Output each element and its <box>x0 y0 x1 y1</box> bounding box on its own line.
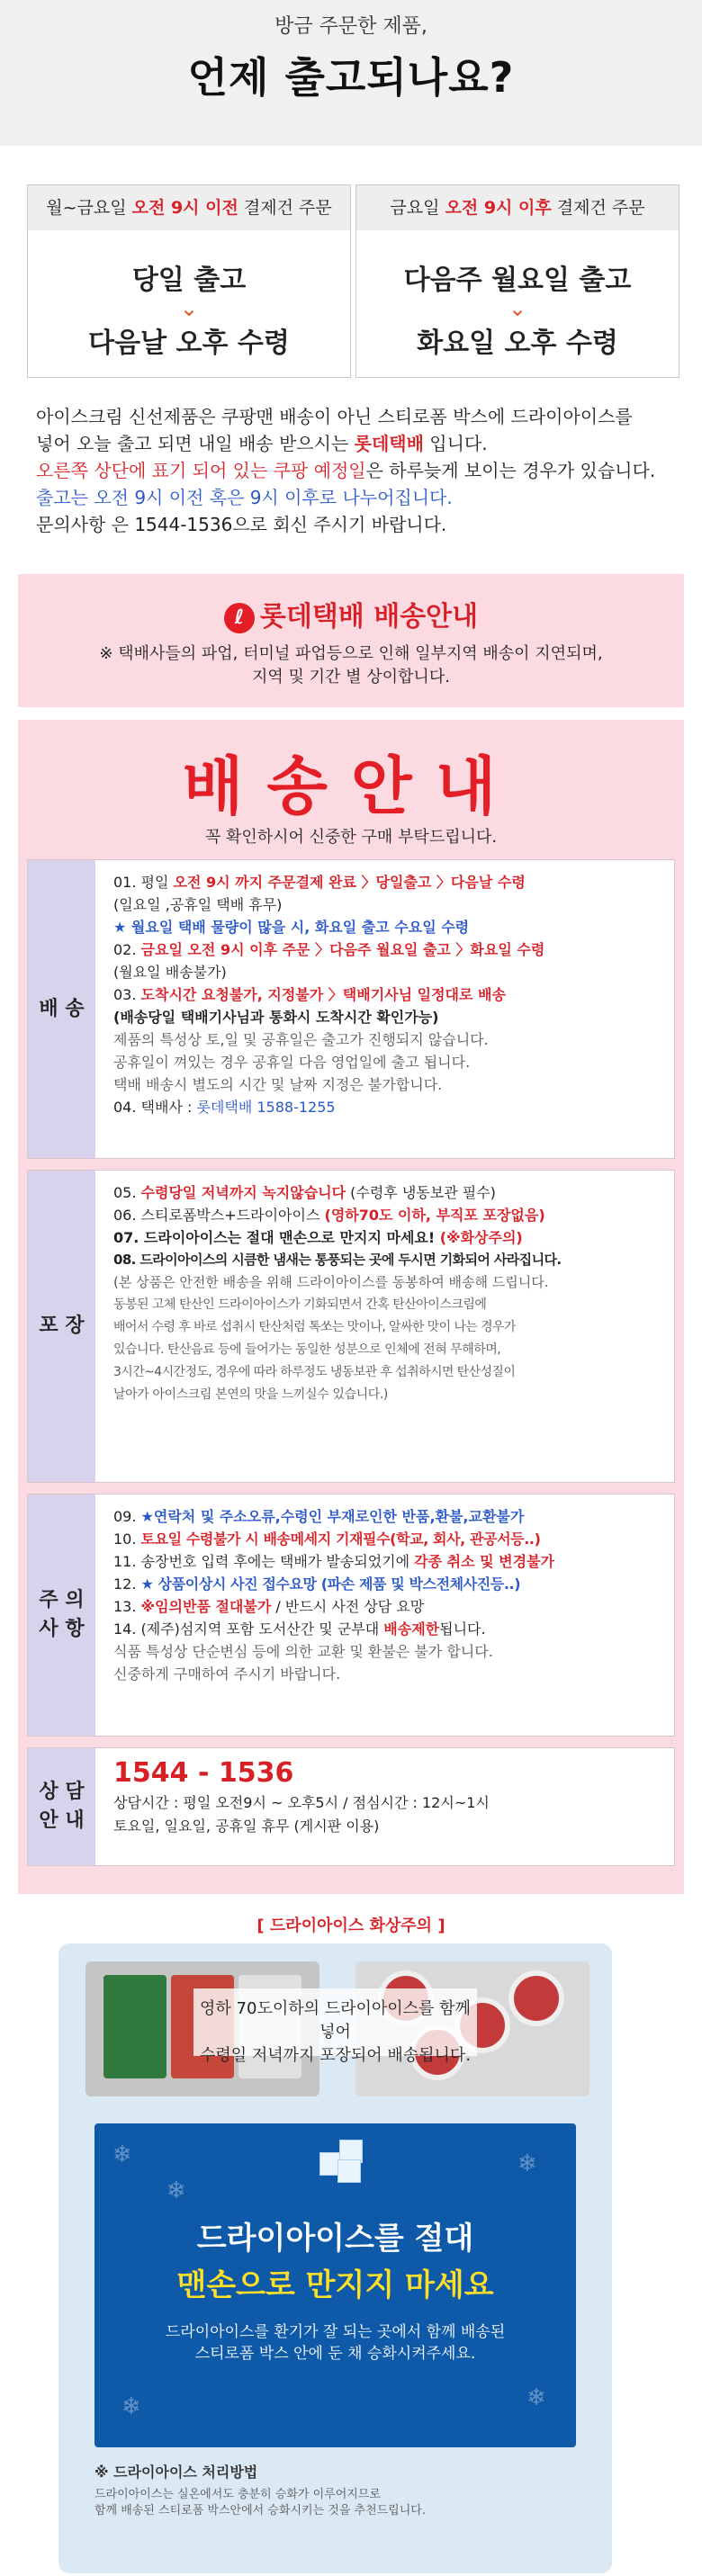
ice-cube-icon <box>320 2140 364 2185</box>
lotte-delivery-notice: ℓ 롯데택배 배송안내 ※ 택배사들의 파업, 터미널 파업등으로 인해 일부지역 배송이 지연되며, 지역 및 기간 별 상이합니다. <box>18 574 684 707</box>
hero-subtitle: 방금 주문한 제품, <box>274 15 428 38</box>
snowflake-icon: ❄ <box>526 2384 546 2411</box>
dry-ice-caution-tag: [ 드라이아이스 화상주의 ] <box>256 1916 446 1935</box>
dry-ice-panel <box>58 1943 612 2573</box>
shipping-info-text: 아이스크림 신선제품은 쿠팡맨 배송이 아닌 스티로폼 박스에 드라이아이스를 넣어 오늘 출고 되면 내일 배송 받으시는 롯데택배 입니다. 오른쪽 상단에 표기 되어 있는 쿠팡 예정일은 하루늦게 보이는 경우가 있습니다. 출고는 오전 9시 이전 혹은 9시 이후로 나누어집니다. 문의사항 은 1544-1536으로 회신 주시기 바랍니다. <box>36 406 656 535</box>
section-label: 포 장 <box>28 1171 95 1482</box>
receive-date-text: 다음날 오후 수령 <box>88 328 290 359</box>
warning-text: 드라이아이스를 환기가 잘 되는 곳에서 함께 배송된 스티로폼 박스 안에 둔 채 승화시켜주세요. <box>165 2323 506 2363</box>
hero-title: 언제 출고되나요? <box>187 53 515 102</box>
contact-phone: 1544 - 1536 <box>113 1757 294 1789</box>
section-label: 상 담 안 내 <box>28 1748 95 1865</box>
ship-date-text: 다음주 월요일 출고 <box>403 265 632 296</box>
section-contact: 상 담 안 내 1544 - 1536 상담시간 : 평일 오전9시 ~ 오후5시 / 점심시간 : 12시~1시 토요일, 일요일, 공휴일 휴무 (게시판 이용) <box>27 1747 675 1866</box>
dry-ice-warning-box <box>94 2123 576 2447</box>
snowflake-icon: ❄ <box>112 2141 132 2168</box>
shipping-condition: 금요일 오전 9시 이후 결제건 주문 <box>356 185 679 230</box>
shipping-box-weekday <box>27 184 351 378</box>
guide-title: 배송안내 <box>182 749 520 823</box>
section-notice: 주 의 사 항 09. ★연락처 및 주소오류,수령인 부재로인한 반품,환불,교환불가 10. 토요일 수령불가 시 배송메세지 기재필수(학교, 회사, 관공서등..) 11. 송장번호 입력 후에는 택배가 발송되었기에 각종 취소 및 변경불가 12. ★ 상품이상시 사진 접수요망 (파손 제품 및 박스전체사진등..) 13. ※임의반품 절대불가 / 반드시 사전 상담 요망 14. (제주)섬지역 포함 도서산간 및 군부대 배송제한됩니다. 식품 특성상 단순변심 등에 의한 교환 및 환불은 불가 합니다. 신중하게 구매하여 주시기 바랍니다. <box>27 1494 675 1737</box>
section-packing: 포 장 05. 수령당일 저녁까지 녹지않습니다 (수령후 냉동보관 필수) 06. 스티로폼박스+드라이아이스 (영하70도 이하, 부직포 포장없음) 07. 드라이아이스는 절대 맨손으로 만지지 마세요! (※화상주의) 08. 드라이아이스의 시큼한 냄새는 통풍되는 곳에 두시면 기화되어 사라집니다. (본 상품은 안전한 배송을 위해 드라이아이스를 동봉하여 배송해 드립니다. 동봉된 고체 탄산인 드라이아이스가 기화되면서 간혹 탄산아이스크림에 배어서 수령 후 바로 섭취시 탄산처럼 톡쏘는 맛이나, 알싸한 맛이 나는 경우가 있습니다. 탄산음료 등에 들어가는 동일한 성분으로 인체에 전혀 무해하며, 3시간~4시간정도, 경우에 따라 하루정도 냉동보관 후 섭취하시면 탄산성질이 날아가 아이스크림 본연의 맛을 느끼실수 있습니다.) <box>27 1170 675 1483</box>
shipping-box-friday <box>356 184 680 378</box>
chevron-down-icon: ⌄ <box>508 296 527 321</box>
section-label: 주 의 사 항 <box>28 1494 95 1736</box>
hero-banner <box>0 0 702 146</box>
warning-headline-highlight: 맨손으로 만지지 마세요 <box>176 2267 494 2303</box>
delivery-guide <box>18 720 684 1894</box>
snowflake-icon: ❄ <box>166 2177 186 2204</box>
lotte-title: 롯데택배 배송안내 <box>259 601 479 633</box>
chevron-down-icon: ⌄ <box>179 296 199 321</box>
dry-ice-disposal-method: ※ 드라이아이스 처리방법 드라이아이스는 실온에서도 충분히 승화가 이루어지므로 함께 배송된 스티로폼 박스안에서 승화시키는 것을 추천드립니다. <box>94 2464 426 2518</box>
lotte-logo-icon: ℓ <box>224 603 255 633</box>
ship-date-text: 당일 출고 <box>131 265 247 296</box>
warning-headline: 드라이아이스를 절대 <box>196 2221 474 2257</box>
snowflake-icon: ❄ <box>122 2393 141 2420</box>
snowflake-icon: ❄ <box>518 2150 537 2177</box>
receive-date-text: 화요일 오후 수령 <box>417 328 618 359</box>
section-delivery: 배 송 01. 평일 오전 9시 까지 주문결제 완료 〉당일출고 〉다음날 수령 (일요일 ,공휴일 택배 휴무) ★ 월요일 택배 물량이 많을 시, 화요일 출고 수요일 수령 02. 금요일 오전 9시 이후 주문 〉다음주 월요일 출고 〉화요일 수령 (월요일 배송불가) 03. 도착시간 요청불가, 지정불가 〉택배기사님 일정대로 배송 (배송당일 택배기사님과 통화시 도착시간 확인가능) 제품의 특성상 토,일 및 공휴일은 출고가 진행되지 않습니다. 공휴일이 껴있는 경우 공휴일 다음 영업일에 출고 됩니다. 택배 배송시 별도의 시간 및 날짜 지정은 불가합니다. 04. 택배사 : 롯데택배 1588-1255 <box>27 859 675 1159</box>
packing-overlay-text: 영하 70도이하의 드라이아이스를 함께 넣어 수령일 저녁까지 포장되어 배송됩니다. <box>194 1988 477 2056</box>
guide-subtitle: 꼭 확인하시어 신중한 구매 부탁드립니다. <box>204 828 498 847</box>
section-label: 배 송 <box>28 860 95 1158</box>
shipping-condition: 월~금요일 오전 9시 이전 결제건 주문 <box>28 185 350 230</box>
